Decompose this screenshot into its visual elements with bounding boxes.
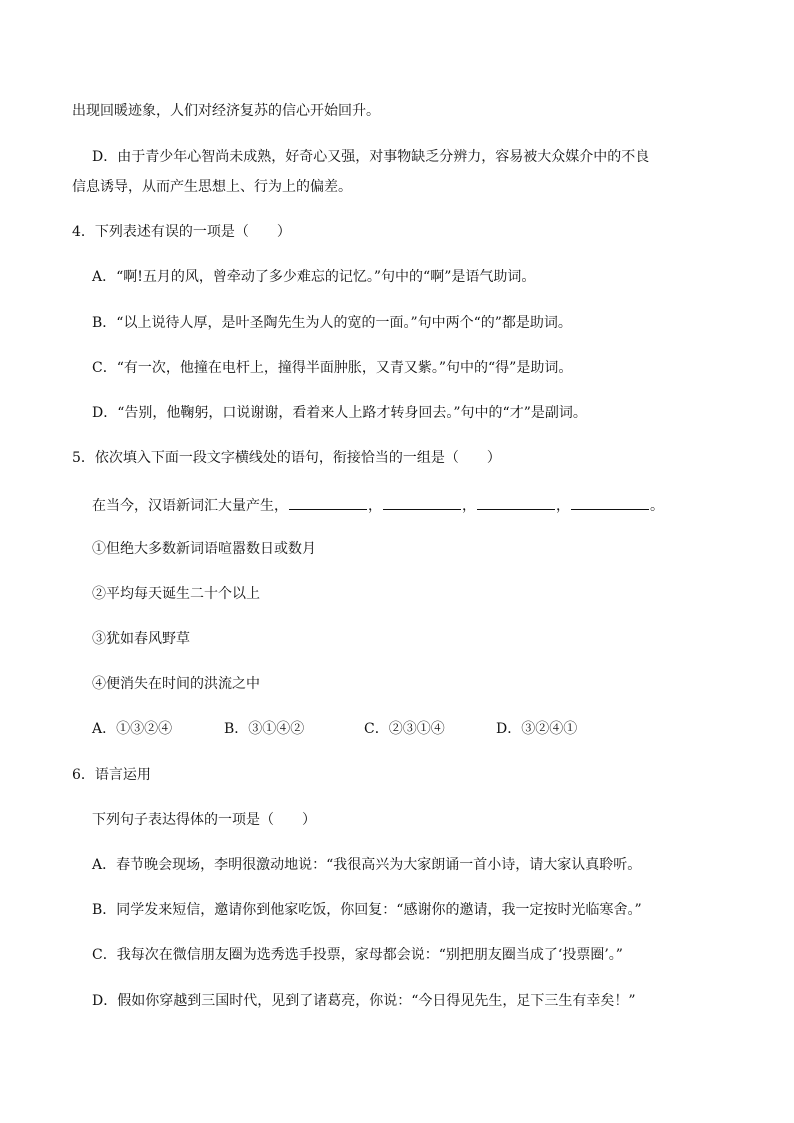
q5-blank-4 (571, 494, 649, 510)
q6-option-a: A．春节晚会现场，李明很激动地说：“我很高兴为大家朗诵一首小诗，请大家认真聆听。 (92, 857, 642, 873)
q3-option-d-line1: D．由于青少年心智尚未成熟，好奇心又强，对事物缺乏分辨力，容易被大众媒介中的不良 (92, 149, 650, 165)
q4-option-a: A．“啊!五月的风，曾牵动了多少难忘的记忆。”句中的“啊”是语气助词。 (92, 269, 536, 285)
q4-option-b: B．“以上说待人厚，是叶圣陶先生为人的宽的一面。”句中两个“的”都是助词。 (92, 315, 572, 331)
q5-separator: ， (368, 498, 382, 514)
q3-continuation-line: 出现回暖迹象，人们对经济复苏的信心开始回升。 (72, 103, 380, 119)
q5-passage-start: 在当今，汉语新词汇大量产生， (92, 498, 288, 514)
q5-item-1: ①但绝大多数新词语喧嚣数日或数月 (92, 541, 316, 557)
q4-option-d: D．“告别，他鞠躬，口说谢谢，看着来人上路才转身回去。”句中的“才”是副词。 (92, 405, 587, 421)
q5-option-c: C．②③①④ (364, 721, 445, 737)
q5-passage-end: 。 (650, 498, 664, 514)
q6-stem: 6．语言运用 (72, 767, 151, 783)
q5-blank-2 (383, 494, 461, 510)
q5-item-3: ③犹如春风野草 (92, 631, 190, 647)
q5-stem: 5．依次填入下面一段文字横线处的语句，衔接恰当的一组是（ ） (72, 450, 501, 466)
q6-option-d: D．假如你穿越到三国时代，见到了诸葛亮，你说：“今日得见先生，足下三生有幸矣！” (92, 993, 636, 1009)
q5-option-d: D．③②④① (496, 721, 578, 737)
q5-separator: ， (462, 498, 476, 514)
q5-separator: ， (556, 498, 570, 514)
q4-option-c: C．“有一次，他撞在电杆上，撞得半面肿胀，又青又紫。”句中的“得”是助词。 (92, 360, 573, 376)
q5-item-2: ②平均每天诞生二十个以上 (92, 586, 260, 602)
q5-blank-3 (477, 494, 555, 510)
q5-passage (92, 494, 664, 514)
q6-option-b: B．同学发来短信，邀请你到他家吃饭，你回复：“感谢你的邀请，我一定按时光临寒舍。” (92, 902, 642, 918)
q5-option-b: B．③①④② (224, 721, 305, 737)
q6-sub-stem: 下列句子表达得体的一项是（ ） (92, 812, 316, 828)
q5-item-4: ④便消失在时间的洪流之中 (92, 676, 260, 692)
q6-option-c: C．我每次在微信朋友圈为选秀选手投票，家母都会说：“别把朋友圈当成了‘投票圈’。” (92, 947, 623, 963)
q3-option-d-line2: 信息诱导，从而产生思想上、行为上的偏差。 (72, 179, 352, 195)
q5-option-a: A．①③②④ (92, 721, 173, 737)
q5-blank-1 (289, 494, 367, 510)
q4-stem: 4．下列表述有误的一项是（ ） (72, 224, 291, 240)
